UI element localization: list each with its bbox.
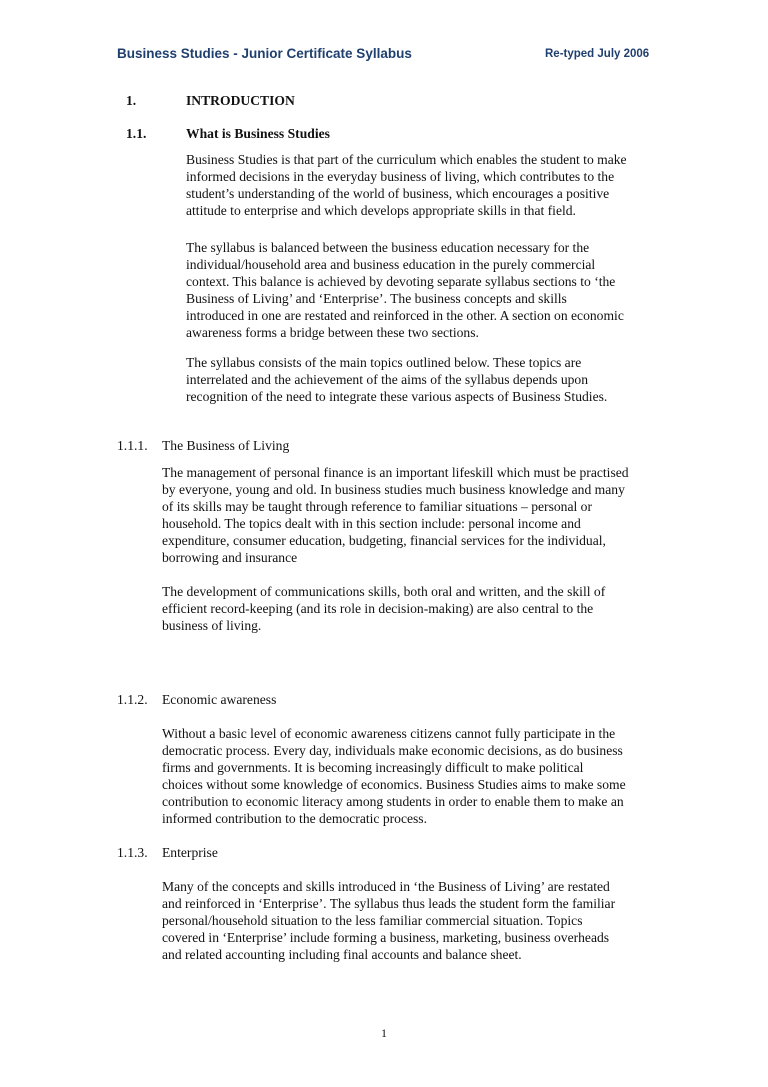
text-line: informed decisions in the everyday business of living, which contributes to the bbox=[186, 169, 615, 184]
text-line: and reinforced in ‘Enterprise’. The syllabus thus leads the student form the familiar bbox=[162, 896, 616, 911]
text-line: Business of Living’ and ‘Enterprise’. The business concepts and skills bbox=[186, 291, 567, 306]
text-line: context. This balance is achieved by devoting separate syllabus sections to ‘the bbox=[186, 274, 616, 289]
section-title: What is Business Studies bbox=[186, 126, 330, 141]
section-title: Economic awareness bbox=[162, 692, 277, 707]
text-line: attitude to enterprise and which develops appropriate skills in that field. bbox=[186, 203, 576, 218]
text-line: expenditure, consumer education, budgeting, financial services for the individual, bbox=[162, 533, 606, 548]
text-line: The management of personal finance is an important lifeskill which must be practised bbox=[162, 465, 629, 480]
text-line: Many of the concepts and skills introduced in ‘the Business of Living’ are restated bbox=[162, 879, 610, 894]
section-title: Enterprise bbox=[162, 845, 218, 860]
paragraph bbox=[162, 725, 626, 827]
section-number: 1.1.2. bbox=[117, 692, 148, 707]
text-line: interrelated and the achievement of the aims of the syllabus depends upon bbox=[186, 372, 589, 387]
header-title: Business Studies - Junior Certificate Syllabus bbox=[117, 46, 412, 61]
text-line: Without a basic level of economic awareness citizens cannot fully participate in the bbox=[162, 726, 616, 741]
page-number: 1 bbox=[381, 1026, 387, 1040]
text-line: student’s understanding of the world of business, which encourages a positive bbox=[186, 186, 610, 201]
text-line: household. The topics dealt with in this section include: personal income and bbox=[162, 516, 581, 531]
text-line: business of living. bbox=[162, 618, 262, 633]
text-line: introduced in one are restated and reinforced in the other. A section on economic bbox=[186, 308, 624, 323]
text-line: The syllabus consists of the main topics outlined below. These topics are bbox=[186, 355, 582, 370]
paragraph bbox=[186, 354, 607, 405]
text-line: Business Studies is that part of the curriculum which enables the student to make bbox=[186, 152, 627, 167]
section-number: 1.1.1. bbox=[117, 438, 148, 453]
text-line: contribution to economic literacy among students in order to enable them to make an bbox=[162, 794, 624, 809]
text-line: personal/household situation to the less familiar commercial situation. Topics bbox=[162, 913, 583, 928]
text-line: efficient record-keeping (and its role in decision-making) are also central to the bbox=[162, 601, 594, 616]
text-line: by everyone, young and old. In business studies much business knowledge and many bbox=[162, 482, 625, 497]
text-line: choices without some knowledge of economics. Business Studies aims to make some bbox=[162, 777, 626, 792]
text-line: firms and governments. It is becoming increasingly difficult to make political bbox=[162, 760, 584, 775]
section-title: The Business of Living bbox=[162, 438, 290, 453]
section-number: 1. bbox=[126, 93, 137, 108]
text-line: individual/household area and business education in the purely commercial bbox=[186, 257, 596, 272]
text-line: recognition of the need to integrate these various aspects of Business Studies. bbox=[186, 389, 608, 404]
text-line: democratic process. Every day, individuals make economic decisions, as do business bbox=[162, 743, 623, 758]
paragraph bbox=[162, 583, 605, 634]
text-line: The development of communications skills, both oral and written, and the skill of bbox=[162, 584, 606, 599]
header-date: Re-typed July 2006 bbox=[545, 48, 650, 60]
paragraph bbox=[186, 239, 624, 341]
text-line: borrowing and insurance bbox=[162, 550, 298, 565]
paragraph bbox=[162, 878, 615, 963]
section-number: 1.1.3. bbox=[117, 845, 148, 860]
section-title: INTRODUCTION bbox=[186, 93, 295, 108]
text-line: informed contribution to the democratic process. bbox=[162, 811, 427, 826]
text-line: and related accounting including final accounts and balance sheet. bbox=[162, 947, 522, 962]
paragraph bbox=[186, 151, 627, 219]
text-line: covered in ‘Enterprise’ include forming a business, marketing, business overheads bbox=[162, 930, 610, 945]
text-line: The syllabus is balanced between the business education necessary for the bbox=[186, 240, 590, 255]
text-line: of its skills may be taught through reference to familiar situations – personal or bbox=[162, 499, 592, 514]
section-number: 1.1. bbox=[126, 126, 147, 141]
paragraph bbox=[162, 464, 629, 566]
text-line: awareness forms a bridge between these two sections. bbox=[186, 325, 479, 340]
